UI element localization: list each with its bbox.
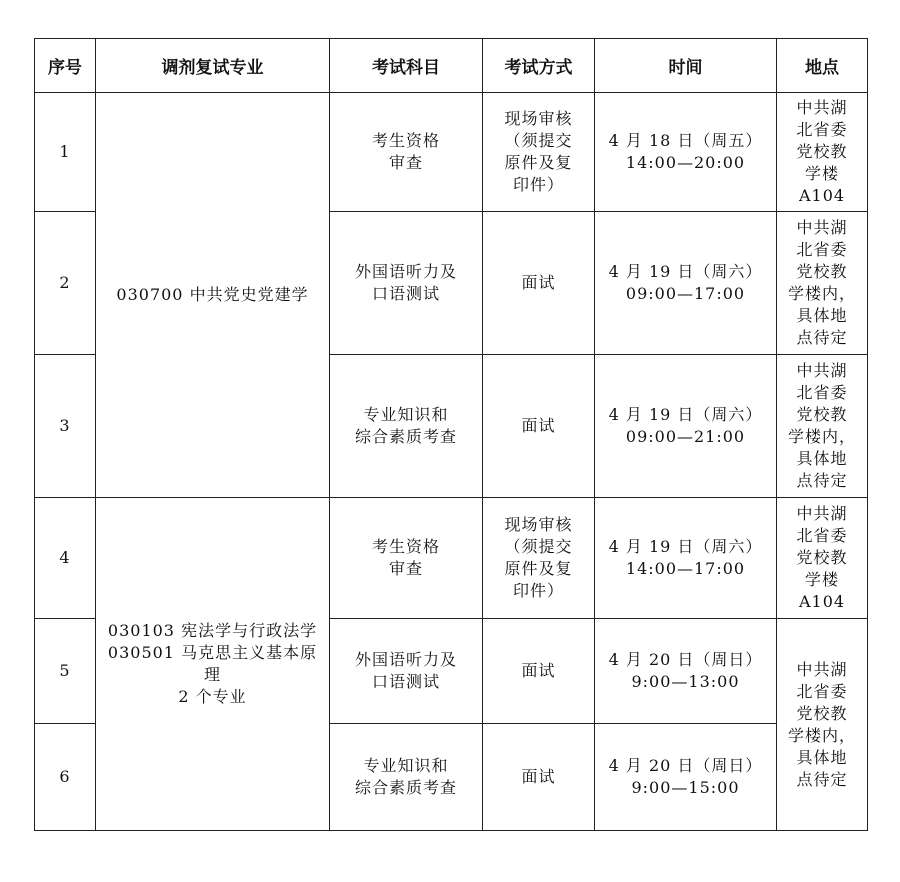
row-subject bbox=[330, 724, 483, 831]
row-subject bbox=[330, 212, 483, 355]
header-seq: 序号 bbox=[35, 39, 96, 93]
row-method-text: 面试 bbox=[521, 661, 556, 680]
row-major-text: 030700 中共党史党建学 bbox=[116, 285, 309, 304]
row-subject-text: 专业知识和 综合素质考查 bbox=[354, 405, 457, 446]
row-location-text: 中共湖 北省委 党校教 学楼内， 具体地 点待定 bbox=[787, 361, 856, 490]
table-header-row bbox=[35, 39, 868, 93]
exam-schedule-table bbox=[34, 38, 868, 831]
row-method bbox=[483, 619, 595, 724]
row-time-text: 4 月 20 日（周日） 9:00—15:00 bbox=[608, 756, 763, 797]
row-seq-text: 3 bbox=[59, 416, 71, 435]
header-major: 调剂复试专业 bbox=[96, 39, 330, 93]
row-seq-text: 2 bbox=[59, 273, 71, 292]
row-method-text: 面试 bbox=[521, 273, 556, 292]
row-method bbox=[483, 498, 595, 619]
row-method-text: 现场审核 （须提交 原件及复 印件） bbox=[504, 515, 573, 600]
row-major bbox=[96, 93, 330, 498]
row-subject bbox=[330, 93, 483, 212]
row-seq bbox=[35, 724, 96, 831]
row-subject-text: 外国语听力及 口语测试 bbox=[354, 650, 457, 691]
row-seq-text: 6 bbox=[59, 767, 71, 786]
table-row bbox=[35, 93, 868, 212]
row-seq bbox=[35, 498, 96, 619]
row-method-text: 面试 bbox=[521, 767, 556, 786]
row-time bbox=[595, 355, 777, 498]
row-major bbox=[96, 498, 330, 831]
row-location-text: 中共湖 北省委 党校教 学楼内， 具体地 点待定 bbox=[787, 218, 856, 347]
row-method bbox=[483, 212, 595, 355]
row-subject-text: 考生资格 审查 bbox=[371, 537, 440, 578]
row-time-text: 4 月 20 日（周日） 9:00—13:00 bbox=[608, 650, 763, 691]
row-subject-text: 专业知识和 综合素质考查 bbox=[354, 756, 457, 797]
row-subject bbox=[330, 498, 483, 619]
row-location bbox=[777, 212, 868, 355]
row-seq bbox=[35, 212, 96, 355]
row-location-text: 中共湖 北省委 党校教 学楼内， 具体地 点待定 bbox=[787, 659, 856, 789]
table-row bbox=[35, 498, 868, 619]
row-method bbox=[483, 724, 595, 831]
header-subject: 考试科目 bbox=[330, 39, 483, 93]
row-method bbox=[483, 355, 595, 498]
row-location-text: 中共湖 北省委 党校教 学楼 A104 bbox=[796, 504, 848, 611]
row-seq bbox=[35, 93, 96, 212]
row-time bbox=[595, 724, 777, 831]
row-time-text: 4 月 18 日（周五） 14:00—20:00 bbox=[608, 131, 763, 172]
row-time bbox=[595, 498, 777, 619]
row-method-text: 面试 bbox=[521, 416, 556, 435]
row-seq-text: 4 bbox=[59, 548, 71, 567]
row-seq bbox=[35, 355, 96, 498]
row-time-text: 4 月 19 日（周六） 09:00—21:00 bbox=[608, 405, 763, 446]
row-time bbox=[595, 212, 777, 355]
row-subject bbox=[330, 619, 483, 724]
row-time-text: 4 月 19 日（周六） 14:00—17:00 bbox=[608, 537, 763, 578]
row-time-text: 4 月 19 日（周六） 09:00—17:00 bbox=[608, 262, 763, 303]
row-major-text: 030103 宪法学与行政法学 030501 马克思主义基本原理 2 个专业 bbox=[107, 621, 318, 706]
row-location bbox=[777, 355, 868, 498]
row-method bbox=[483, 93, 595, 212]
row-seq-text: 1 bbox=[59, 142, 71, 161]
row-location-text: 中共湖 北省委 党校教 学楼 A104 bbox=[796, 98, 848, 205]
row-subject-text: 考生资格 审查 bbox=[371, 131, 440, 172]
row-seq bbox=[35, 619, 96, 724]
header-method: 考试方式 bbox=[483, 39, 595, 93]
header-location: 地点 bbox=[777, 39, 868, 93]
row-location bbox=[777, 619, 868, 831]
row-location bbox=[777, 498, 868, 619]
row-method-text: 现场审核 （须提交 原件及复 印件） bbox=[504, 109, 573, 194]
row-subject-text: 外国语听力及 口语测试 bbox=[354, 262, 457, 303]
row-location bbox=[777, 93, 868, 212]
row-time bbox=[595, 619, 777, 724]
row-subject bbox=[330, 355, 483, 498]
row-seq-text: 5 bbox=[59, 661, 71, 680]
header-time: 时间 bbox=[595, 39, 777, 93]
row-time bbox=[595, 93, 777, 212]
